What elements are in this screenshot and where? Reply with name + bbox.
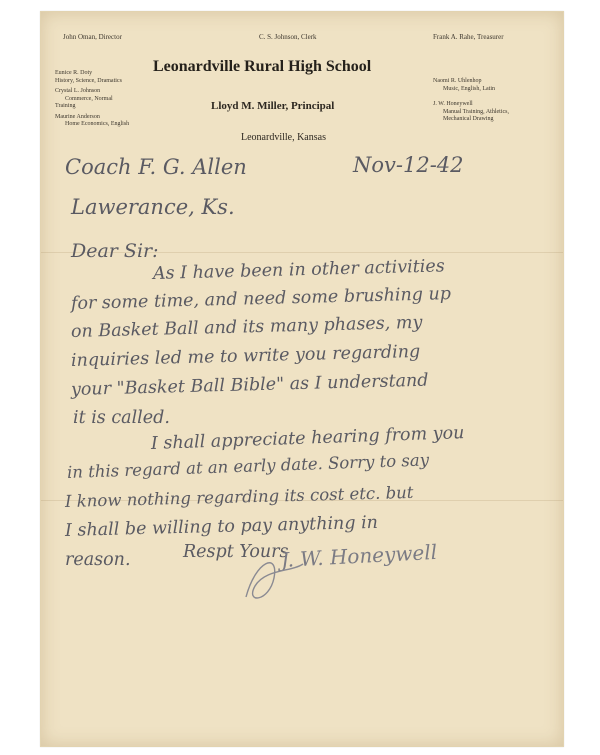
clerk-name: C. S. Johnson, Clerk [259,33,317,41]
principal-name: Lloyd M. Miller, Principal [211,100,335,112]
director-name: John Oman, Director [63,33,122,41]
body-line: for some time, and need some brushing up [70,284,452,314]
treasurer-name: Frank A. Rahe, Treasurer [433,33,504,41]
body-line: I know nothing regarding its cost etc. but [64,482,414,511]
faculty-name: J. W. Honeywell [433,101,473,107]
body-line: reason. [65,550,131,570]
faculty-subjects: Home Economics, English [65,121,130,127]
faculty-name: Eunice R. Doty [55,70,93,76]
body-line: I shall be willing to pay anything in [64,512,379,541]
letter-page [40,11,564,747]
faculty-subjects: Music, English, Latin [443,85,495,92]
faculty-name: Naomi R. Uhlenhop [433,78,482,84]
school-location: Leonardville, Kansas [241,132,326,143]
body-line: I shall appreciate hearing from you [150,423,465,454]
addressee: Coach F. G. Allen [65,155,247,179]
faculty-name: Crystal L. Johnson [55,88,101,94]
body-line: inquiries led me to write you regarding [70,341,421,371]
school-name: Leonardville Rural High School [153,58,372,75]
addressee-city: Lawerance, Ks. [71,195,235,219]
body-line: As I have been in other activities [152,256,445,284]
signature-flourish [41,12,563,746]
letter-date: Nov-12-42 [353,153,464,177]
faculty-name: Maurine Anderson [55,113,100,120]
body-line: your "Basket Ball Bible" as I understand [70,370,429,400]
closing: Respt Yours [183,542,289,562]
salutation: Dear Sir: [71,240,159,262]
faculty-subjects: Mechanical Drawing [443,116,494,122]
faculty-subjects: Training [55,103,76,109]
body-line: in this regard at an early date. Sorry to say [66,450,430,482]
signature: J. W. Honeywell [280,539,438,572]
faculty-subjects: Commerce, Normal [65,95,113,102]
faculty-subjects: History, Science, Dramatics [55,77,122,84]
faculty-subjects: Manual Training, Athletics, [443,108,509,115]
body-line: on Basket Ball and its many phases, my [70,312,423,342]
body-line: it is called. [73,408,170,428]
